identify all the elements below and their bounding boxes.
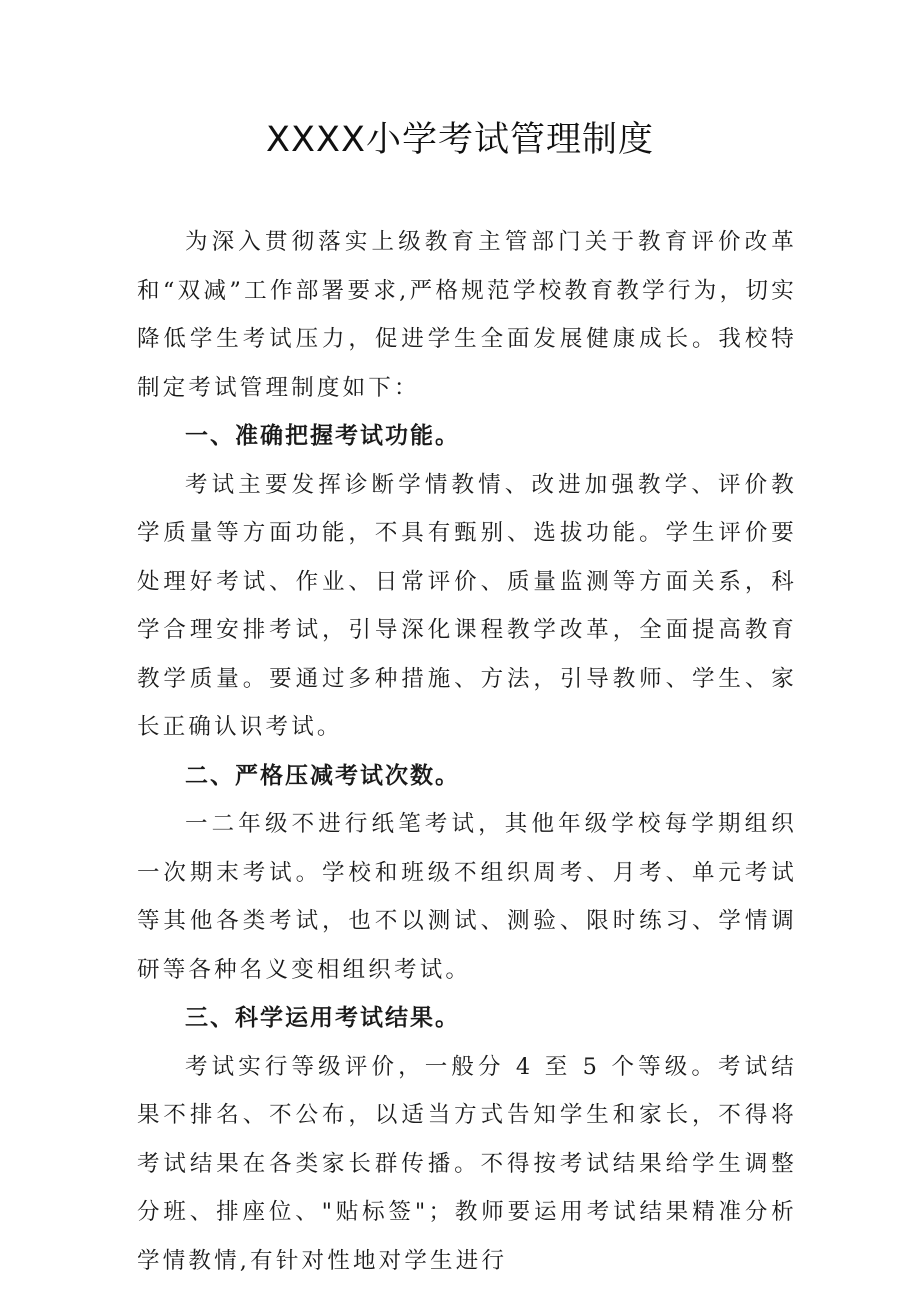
section-1-heading: 一、准确把握考试功能。 <box>185 423 460 449</box>
section-3-body: 考试实行等级评价，一般分 4 至 5 个等级。考试结果不排名、不公布，以适当方式告知学生和家长，不得将考试结果在各类家长群传播。不得按考试结果给学生调整分班、排座位、"贴标签"；教师要运用考试结果精准分析学情教情,有针对性地对学生进行 <box>137 1053 797 1274</box>
intro-paragraph: 为深入贯彻落实上级教育主管部门关于教育评价改革和“双减”工作部署要求,严格规范学校教育教学行为，切实降低学生考试压力，促进学生全面发展健康成长。我校特制定考试管理制度如下： <box>137 229 797 401</box>
section-2-heading: 二、严格压减考试次数。 <box>185 762 460 789</box>
section-2-body: 一二年级不进行纸笔考试，其他年级学校每学期组织一次期末考试。学校和班级不组织周考、月考、单元考试等其他各类考试，也不以测试、测验、限时练习、学情调研等各种名义变相组织考试。 <box>137 811 797 983</box>
document-body <box>137 218 797 1285</box>
section-1-body: 考试主要发挥诊断学情教情、改进加强教学、评价教学质量等方面功能，不具有甄别、选拔功能。学生评价要处理好考试、作业、日常评价、质量监测等方面关系，科学合理安排考试，引导深化课程教学改革，全面提高教育教学质量。要通过多种措施、方法，引导教师、学生、家长正确认识考试。 <box>137 471 797 740</box>
document-title: XXXX小学考试管理制度 <box>266 120 654 160</box>
section-3-heading: 三、科学运用考试结果。 <box>185 1005 460 1031</box>
